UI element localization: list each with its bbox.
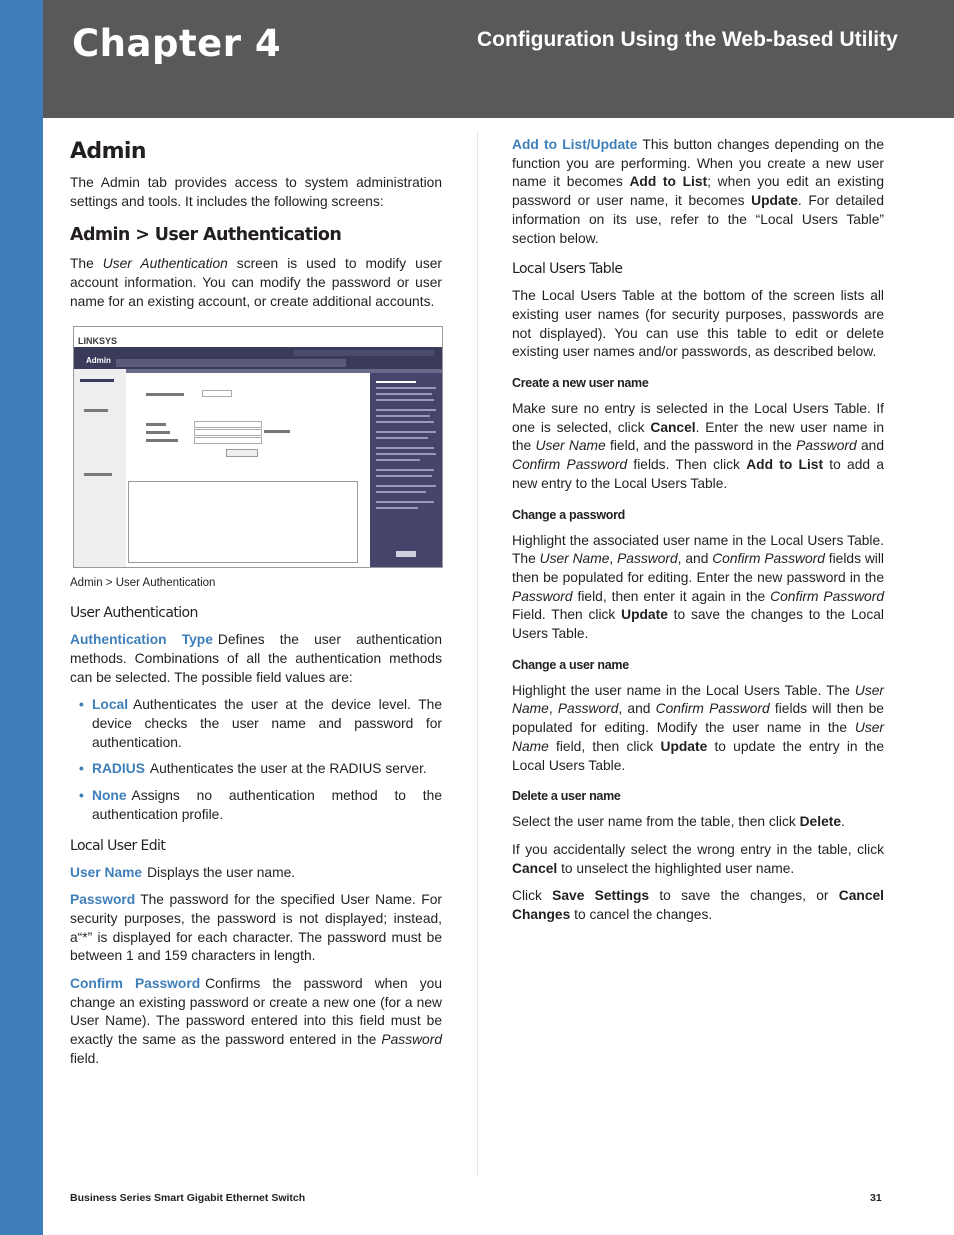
- admin-heading: Admin: [70, 139, 146, 164]
- user-auth-subheading: User Authentication: [70, 605, 198, 622]
- create-user-heading: Create a new user name: [512, 376, 649, 391]
- footer-product: Business Series Smart Gigabit Ethernet Switch: [70, 1192, 306, 1204]
- list-item: • RADIUS Authenticates the user at the RADIUS server.: [79, 761, 427, 777]
- list-item: • None Assigns no authentication method to the authentication profile.: [79, 788, 442, 822]
- left-column: [70, 139, 442, 1078]
- password-desc: Password The password for the specified User Name. For security purposes, the password is not displayed; instead, a“*” is displayed for each character. The password must be between 1 and 159 characters in length.: [70, 892, 442, 964]
- change-username-heading: Change a user name: [512, 657, 629, 672]
- column-divider: [477, 132, 478, 1177]
- user-auth-heading: Admin > User Authentication: [70, 225, 342, 246]
- local-users-table-heading: Local Users Table: [512, 261, 623, 278]
- user-name-desc: User Name Displays the user name.: [70, 864, 296, 880]
- chapter-title: Chapter 4: [72, 22, 282, 65]
- delete-user-heading: Delete a user name: [512, 789, 621, 804]
- change-password-desc: Highlight the associated user name in the Local Users Table. The User Name, Password, and Confirm Password fields will then be populated for editing. Enter the new password in the Password field, then enter it again in the Confirm Password Field. Then click Update to save the changes to the Local Users Table.: [512, 532, 884, 642]
- create-user-desc: Make sure no entry is selected in the Local Users Table. If one is selected, click Cancel. Enter the new user name in the User Name field, and the password in the Password and Confirm Password fields. Then click Add to List to add a new entry to the Local Users Table.: [512, 401, 885, 491]
- section-title: Configuration Using the Web-based Utility: [477, 28, 898, 51]
- change-username-desc: Highlight the user name in the Local Users Table. The User Name, Password, and Confirm Password fields will then be populated for editing. Modify the user name in the User Name field, then click Update to update the entry in the Local Users Table.: [512, 682, 884, 773]
- linksys-logo: LINKSYS: [78, 335, 118, 346]
- local-user-edit-heading: Local User Edit: [70, 837, 166, 854]
- list-item: • Local Authenticates the user at the device level. The device checks the user name and password for authentication.: [79, 697, 442, 750]
- page-number: 31: [870, 1192, 882, 1204]
- left-accent-strip: [0, 0, 43, 1235]
- screenshot-caption: Admin > User Authentication: [70, 576, 216, 589]
- auth-type-desc: Authentication Type Defines the user authentication methods. Combinations of all the authentication methods can be selected. The possible field values are:: [70, 632, 442, 685]
- auth-methods-list: [70, 696, 442, 824]
- add-to-list-desc: Add to List/Update This button changes depending on the function you are performing. When you create a new user name it becomes Add to List; when you edit an existing password or user name, it becomes Update. For detailed information on its use, refer to the “Local Users Table” section below.: [512, 137, 884, 246]
- local-users-table-desc: The Local Users Table at the bottom of the screen lists all existing user names (for security purposes, passwords are not displayed). You can use this table to edit or delete existing user names and/or passwords, as described below.: [512, 288, 884, 360]
- save-settings-desc: Click Save Settings to save the changes, or Cancel Changes to cancel the changes.: [512, 888, 884, 923]
- user-auth-description: The User Authentication screen is used to modify user account information. You can modify the password or user name for an existing account, or create additional accounts.: [70, 256, 442, 309]
- admin-intro: The Admin tab provides access to system administration settings and tools. It includes the following screens:: [70, 175, 442, 209]
- right-column: [512, 136, 884, 934]
- screenshot-nav-title: Admin: [86, 355, 111, 365]
- admin-screenshot: [73, 326, 443, 568]
- delete-user-desc: Select the user name from the table, then click Delete.: [512, 814, 845, 830]
- wrong-entry-desc: If you accidentally select the wrong entry in the table, click Cancel to unselect the highlighted user name.: [512, 841, 884, 876]
- confirm-password-desc: Confirm Password Confirms the password when you change an existing password or create a new one (for a new User Name). The password entered into this field must be exactly the same as the password entered in the Password field.: [70, 976, 442, 1066]
- change-password-heading: Change a password: [512, 507, 625, 522]
